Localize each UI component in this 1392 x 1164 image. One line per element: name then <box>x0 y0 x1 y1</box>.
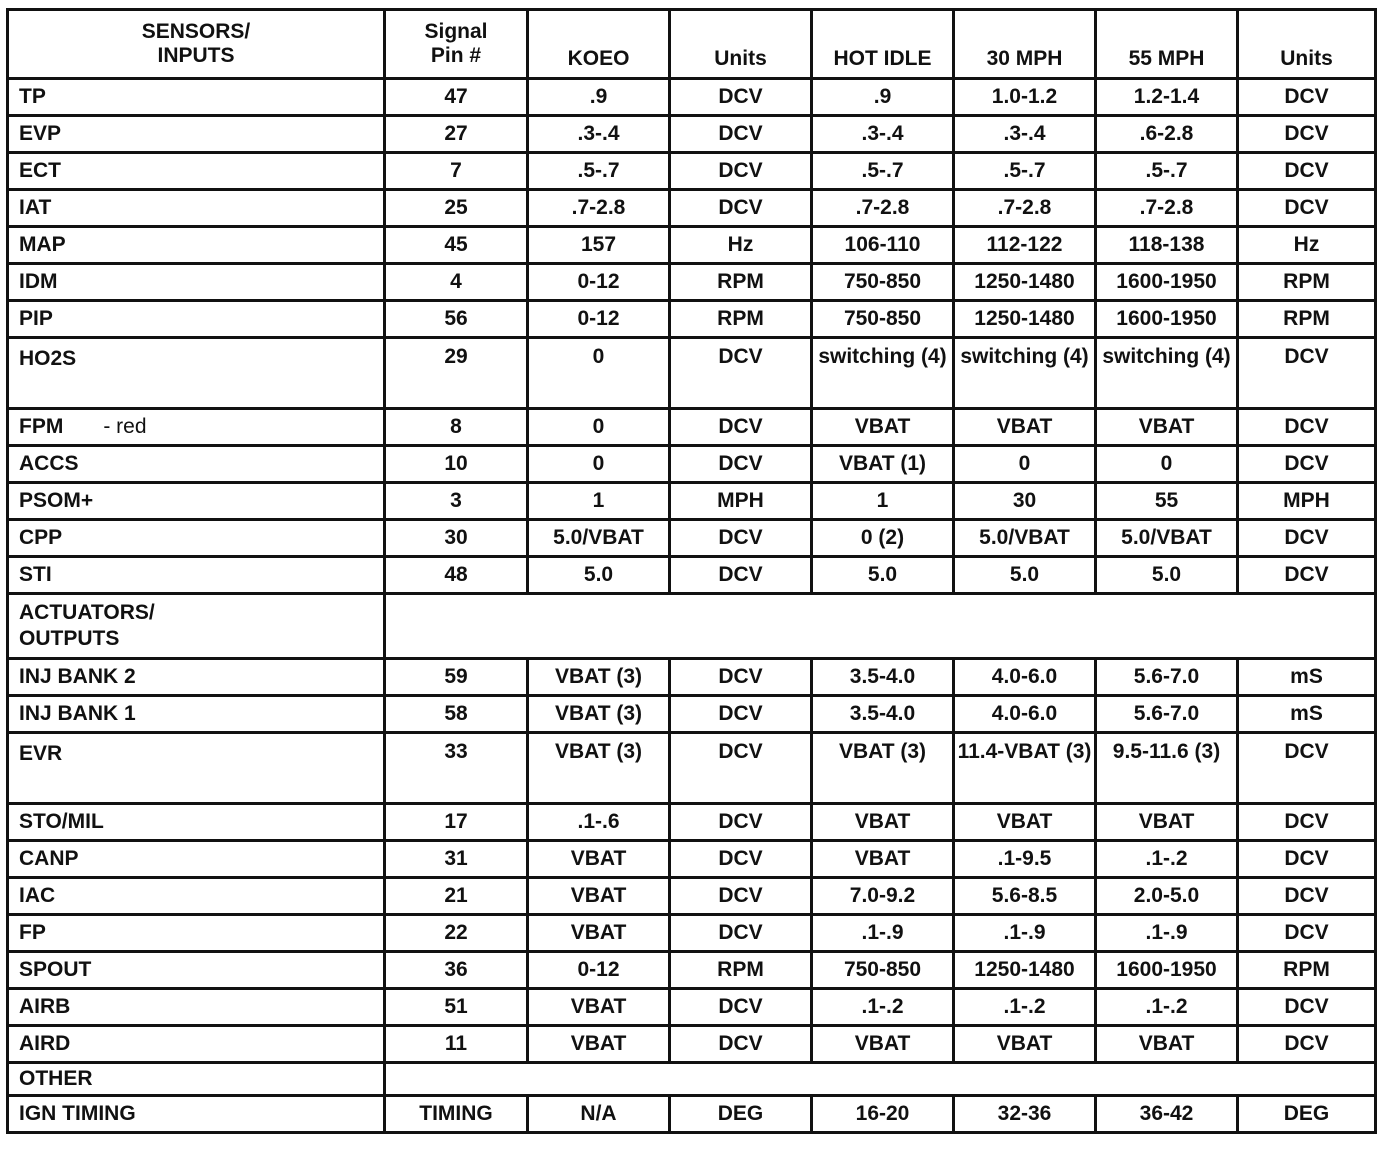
table-row <box>8 483 1376 520</box>
cell-units1: DCV <box>670 520 812 557</box>
cell-units2: DCV <box>1238 338 1376 409</box>
row-name: STI <box>19 563 52 586</box>
cell-mph30: VBAT <box>954 409 1096 446</box>
cell-koeo: 0 <box>528 338 670 409</box>
cell-koeo: VBAT <box>528 915 670 952</box>
other-header-section <box>8 1063 1376 1096</box>
row-name-suffix: - red <box>103 415 147 438</box>
actuators-header-section <box>8 594 1376 659</box>
cell-mph30: 1250-1480 <box>954 301 1096 338</box>
table-row <box>8 952 1376 989</box>
cell-mph55: 55 <box>1096 483 1238 520</box>
cell-mph30: 5.0 <box>954 557 1096 594</box>
cell-pin: 56 <box>385 301 528 338</box>
row-name-cell <box>8 952 385 989</box>
table-row <box>8 733 1376 804</box>
cell-koeo: VBAT (3) <box>528 733 670 804</box>
cell-hot-idle: 7.0-9.2 <box>812 878 954 915</box>
cell-pin: 25 <box>385 190 528 227</box>
cell-pin: 7 <box>385 153 528 190</box>
cell-units1: DCV <box>670 878 812 915</box>
cell-pin: 11 <box>385 1026 528 1063</box>
header-hot-idle: HOT IDLE <box>812 10 954 79</box>
header-inputs-line2: INPUTS <box>157 44 235 67</box>
cell-mph30: .1-9.5 <box>954 841 1096 878</box>
row-name-cell <box>8 733 385 804</box>
cell-hot-idle: VBAT (1) <box>812 446 954 483</box>
cell-hot-idle: VBAT (3) <box>812 733 954 804</box>
row-name-cell <box>8 804 385 841</box>
cell-pin: 31 <box>385 841 528 878</box>
cell-units1: MPH <box>670 483 812 520</box>
row-name-cell <box>8 557 385 594</box>
cell-mph30: 30 <box>954 483 1096 520</box>
row-name-cell <box>8 1026 385 1063</box>
cell-hot-idle: .1-.2 <box>812 989 954 1026</box>
cell-units2: DCV <box>1238 116 1376 153</box>
actuators-section <box>8 659 1376 1063</box>
pinpoint-values-table <box>6 8 1377 1134</box>
cell-units1: Hz <box>670 227 812 264</box>
row-name-cell <box>8 338 385 409</box>
cell-mph55: 9.5-11.6 (3) <box>1096 733 1238 804</box>
row-name-cell <box>8 659 385 696</box>
row-name: AIRD <box>19 1032 71 1055</box>
row-name: IAT <box>19 196 52 219</box>
table-row <box>8 696 1376 733</box>
table-row <box>8 79 1376 116</box>
cell-pin: 21 <box>385 878 528 915</box>
cell-units2: RPM <box>1238 264 1376 301</box>
cell-koeo: .1-.6 <box>528 804 670 841</box>
row-name: MAP <box>19 233 66 256</box>
table-row <box>8 659 1376 696</box>
row-name: PSOM+ <box>19 489 94 512</box>
cell-hot-idle: VBAT <box>812 841 954 878</box>
cell-mph55: 1600-1950 <box>1096 952 1238 989</box>
cell-units2: RPM <box>1238 301 1376 338</box>
cell-units2: DCV <box>1238 841 1376 878</box>
cell-mph55: 36-42 <box>1096 1096 1238 1133</box>
cell-koeo: 0-12 <box>528 301 670 338</box>
row-name-cell <box>8 190 385 227</box>
table-row <box>8 841 1376 878</box>
row-name-cell <box>8 989 385 1026</box>
row-name: FPM <box>19 415 64 438</box>
cell-koeo: 0 <box>528 446 670 483</box>
cell-mph55: .1-.9 <box>1096 915 1238 952</box>
header-row <box>8 10 1376 79</box>
cell-mph55: 118-138 <box>1096 227 1238 264</box>
cell-mph55: 1.2-1.4 <box>1096 79 1238 116</box>
cell-units1: RPM <box>670 264 812 301</box>
cell-mph55: 1600-1950 <box>1096 264 1238 301</box>
cell-hot-idle: VBAT <box>812 804 954 841</box>
cell-koeo: 1 <box>528 483 670 520</box>
cell-mph55: .5-.7 <box>1096 153 1238 190</box>
table-row <box>8 804 1376 841</box>
cell-mph55: 1600-1950 <box>1096 301 1238 338</box>
cell-units1: DCV <box>670 446 812 483</box>
cell-mph55: .1-.2 <box>1096 989 1238 1026</box>
cell-pin: 10 <box>385 446 528 483</box>
cell-hot-idle: VBAT <box>812 409 954 446</box>
cell-units1: DCV <box>670 659 812 696</box>
cell-units1: DCV <box>670 116 812 153</box>
table-row <box>8 153 1376 190</box>
table-row <box>8 338 1376 409</box>
cell-hot-idle: .9 <box>812 79 954 116</box>
cell-hot-idle: 1 <box>812 483 954 520</box>
cell-hot-idle: 3.5-4.0 <box>812 659 954 696</box>
row-name-cell <box>8 153 385 190</box>
cell-units2: MPH <box>1238 483 1376 520</box>
row-name-cell <box>8 1096 385 1133</box>
cell-koeo: 0 <box>528 409 670 446</box>
cell-mph30: .1-.2 <box>954 989 1096 1026</box>
row-name-cell <box>8 841 385 878</box>
header-units-2: Units <box>1238 10 1376 79</box>
cell-koeo: 5.0/VBAT <box>528 520 670 557</box>
cell-mph30: 32-36 <box>954 1096 1096 1133</box>
cell-units1: DCV <box>670 338 812 409</box>
cell-units1: DEG <box>670 1096 812 1133</box>
other-blank-cell <box>385 1063 1376 1096</box>
cell-pin: 27 <box>385 116 528 153</box>
row-name: ACCS <box>19 452 79 475</box>
row-name: IGN TIMING <box>19 1102 136 1125</box>
sensors-section <box>8 79 1376 594</box>
outputs-label-line2: OUTPUTS <box>19 627 120 650</box>
cell-pin: 59 <box>385 659 528 696</box>
cell-mph30: 4.0-6.0 <box>954 659 1096 696</box>
cell-pin: 8 <box>385 409 528 446</box>
cell-hot-idle: .3-.4 <box>812 116 954 153</box>
cell-hot-idle: switching (4) <box>812 338 954 409</box>
header-55-mph: 55 MPH <box>1096 10 1238 79</box>
cell-mph30: switching (4) <box>954 338 1096 409</box>
row-name: FP <box>19 921 46 944</box>
cell-units2: DCV <box>1238 446 1376 483</box>
cell-pin: 3 <box>385 483 528 520</box>
cell-units2: DCV <box>1238 733 1376 804</box>
cell-units1: DCV <box>670 190 812 227</box>
cell-mph55: .6-2.8 <box>1096 116 1238 153</box>
row-name: CANP <box>19 847 79 870</box>
cell-hot-idle: VBAT <box>812 1026 954 1063</box>
other-section <box>8 1096 1376 1133</box>
cell-koeo: VBAT <box>528 1026 670 1063</box>
row-name: CPP <box>19 526 63 549</box>
cell-units1: DCV <box>670 557 812 594</box>
cell-units2: DCV <box>1238 190 1376 227</box>
cell-koeo: VBAT <box>528 989 670 1026</box>
cell-mph30: .3-.4 <box>954 116 1096 153</box>
cell-mph55: 5.0/VBAT <box>1096 520 1238 557</box>
cell-koeo: 0-12 <box>528 952 670 989</box>
cell-mph30: VBAT <box>954 804 1096 841</box>
cell-hot-idle: 106-110 <box>812 227 954 264</box>
cell-units2: Hz <box>1238 227 1376 264</box>
cell-koeo: VBAT (3) <box>528 696 670 733</box>
row-name: EVP <box>19 122 62 145</box>
row-name-cell <box>8 520 385 557</box>
row-name: EVR <box>19 742 63 765</box>
row-name-cell <box>8 301 385 338</box>
cell-mph55: 0 <box>1096 446 1238 483</box>
cell-mph30: 1250-1480 <box>954 952 1096 989</box>
cell-mph30: 11.4-VBAT (3) <box>954 733 1096 804</box>
cell-koeo: VBAT (3) <box>528 659 670 696</box>
row-name: AIRB <box>19 995 71 1018</box>
table-row <box>8 190 1376 227</box>
cell-hot-idle: .1-.9 <box>812 915 954 952</box>
cell-pin: 30 <box>385 520 528 557</box>
cell-units2: DCV <box>1238 153 1376 190</box>
cell-pin: 4 <box>385 264 528 301</box>
cell-units1: DCV <box>670 153 812 190</box>
row-name: TP <box>19 85 46 108</box>
cell-units1: DCV <box>670 696 812 733</box>
table-row <box>8 264 1376 301</box>
cell-hot-idle: 750-850 <box>812 264 954 301</box>
cell-pin: 48 <box>385 557 528 594</box>
cell-units2: DCV <box>1238 915 1376 952</box>
cell-pin: 36 <box>385 952 528 989</box>
other-row <box>8 1063 1376 1096</box>
cell-pin: 58 <box>385 696 528 733</box>
cell-mph30: .5-.7 <box>954 153 1096 190</box>
cell-units2: mS <box>1238 696 1376 733</box>
cell-hot-idle: 16-20 <box>812 1096 954 1133</box>
cell-units2: mS <box>1238 659 1376 696</box>
cell-units2: DCV <box>1238 520 1376 557</box>
row-name-cell <box>8 409 385 446</box>
header-sensors-line1: SENSORS/ <box>141 20 251 43</box>
cell-units1: RPM <box>670 301 812 338</box>
cell-units1: DCV <box>670 733 812 804</box>
cell-pin: 47 <box>385 79 528 116</box>
cell-units2: DCV <box>1238 79 1376 116</box>
header-koeo: KOEO <box>528 10 670 79</box>
table-row <box>8 915 1376 952</box>
row-name: PIP <box>19 307 53 330</box>
row-name-cell <box>8 446 385 483</box>
row-name: IAC <box>19 884 56 907</box>
header-units-1: Units <box>670 10 812 79</box>
cell-koeo: VBAT <box>528 841 670 878</box>
cell-koeo: N/A <box>528 1096 670 1133</box>
cell-units1: DCV <box>670 409 812 446</box>
row-name-cell <box>8 116 385 153</box>
actuators-outputs-label <box>8 594 385 659</box>
table-row <box>8 1096 1376 1133</box>
cell-units1: DCV <box>670 79 812 116</box>
cell-mph30: 4.0-6.0 <box>954 696 1096 733</box>
cell-mph55: VBAT <box>1096 409 1238 446</box>
actuators-label-line1: ACTUATORS/ <box>19 601 155 624</box>
cell-mph55: .1-.2 <box>1096 841 1238 878</box>
cell-mph55: 5.0 <box>1096 557 1238 594</box>
row-name-cell <box>8 227 385 264</box>
cell-units1: DCV <box>670 989 812 1026</box>
header-30-mph: 30 MPH <box>954 10 1096 79</box>
table-row <box>8 520 1376 557</box>
cell-mph30: 5.6-8.5 <box>954 878 1096 915</box>
cell-units2: DCV <box>1238 878 1376 915</box>
cell-pin: 51 <box>385 989 528 1026</box>
cell-units1: DCV <box>670 1026 812 1063</box>
cell-mph55: 5.6-7.0 <box>1096 659 1238 696</box>
cell-hot-idle: 5.0 <box>812 557 954 594</box>
header-pin-line2: Pin # <box>430 44 482 67</box>
actuators-outputs-row <box>8 594 1376 659</box>
table-row <box>8 878 1376 915</box>
table-row <box>8 989 1376 1026</box>
row-name: INJ BANK 2 <box>19 665 136 688</box>
cell-pin: 22 <box>385 915 528 952</box>
cell-koeo: 5.0 <box>528 557 670 594</box>
table-row <box>8 116 1376 153</box>
row-name: SPOUT <box>19 958 92 981</box>
cell-hot-idle: 3.5-4.0 <box>812 696 954 733</box>
table-row <box>8 227 1376 264</box>
row-name-cell <box>8 264 385 301</box>
row-name: HO2S <box>19 347 77 370</box>
row-name-cell <box>8 878 385 915</box>
cell-hot-idle: 750-850 <box>812 952 954 989</box>
cell-koeo: .9 <box>528 79 670 116</box>
row-name: STO/MIL <box>19 810 104 833</box>
table-row <box>8 446 1376 483</box>
row-name-cell <box>8 483 385 520</box>
cell-mph30: .7-2.8 <box>954 190 1096 227</box>
cell-koeo: .5-.7 <box>528 153 670 190</box>
cell-hot-idle: 750-850 <box>812 301 954 338</box>
cell-units2: DCV <box>1238 409 1376 446</box>
cell-mph30: 5.0/VBAT <box>954 520 1096 557</box>
specification-table-wrapper <box>6 8 1377 1134</box>
table-row <box>8 557 1376 594</box>
cell-mph30: .1-.9 <box>954 915 1096 952</box>
cell-pin: TIMING <box>385 1096 528 1133</box>
row-name-cell <box>8 696 385 733</box>
cell-units1: DCV <box>670 804 812 841</box>
cell-mph30: 1250-1480 <box>954 264 1096 301</box>
cell-units2: DCV <box>1238 1026 1376 1063</box>
cell-mph30: 0 <box>954 446 1096 483</box>
header-sensors-inputs <box>8 10 385 79</box>
cell-koeo: 0-12 <box>528 264 670 301</box>
cell-units1: DCV <box>670 915 812 952</box>
cell-mph55: 2.0-5.0 <box>1096 878 1238 915</box>
cell-mph30: 1.0-1.2 <box>954 79 1096 116</box>
cell-pin: 17 <box>385 804 528 841</box>
cell-units1: DCV <box>670 841 812 878</box>
cell-mph55: 5.6-7.0 <box>1096 696 1238 733</box>
cell-units2: DCV <box>1238 557 1376 594</box>
cell-hot-idle: 0 (2) <box>812 520 954 557</box>
header-signal-line1: Signal <box>424 20 488 43</box>
cell-hot-idle: .7-2.8 <box>812 190 954 227</box>
cell-units2: RPM <box>1238 952 1376 989</box>
cell-mph55: VBAT <box>1096 1026 1238 1063</box>
actuators-blank-cell <box>385 594 1376 659</box>
cell-units2: DCV <box>1238 989 1376 1026</box>
cell-mph30: VBAT <box>954 1026 1096 1063</box>
table-row <box>8 301 1376 338</box>
cell-mph30: 112-122 <box>954 227 1096 264</box>
cell-pin: 33 <box>385 733 528 804</box>
cell-koeo: 157 <box>528 227 670 264</box>
cell-hot-idle: .5-.7 <box>812 153 954 190</box>
row-name-cell <box>8 79 385 116</box>
row-name: ECT <box>19 159 61 182</box>
row-name: IDM <box>19 270 58 293</box>
row-name-cell <box>8 915 385 952</box>
cell-units2: DEG <box>1238 1096 1376 1133</box>
cell-mph55: switching (4) <box>1096 338 1238 409</box>
cell-mph55: .7-2.8 <box>1096 190 1238 227</box>
cell-units2: DCV <box>1238 804 1376 841</box>
cell-pin: 29 <box>385 338 528 409</box>
table-row <box>8 409 1376 446</box>
cell-koeo: .7-2.8 <box>528 190 670 227</box>
cell-mph55: VBAT <box>1096 804 1238 841</box>
header-signal-pin <box>385 10 528 79</box>
cell-pin: 45 <box>385 227 528 264</box>
row-name: INJ BANK 1 <box>19 702 136 725</box>
cell-units1: RPM <box>670 952 812 989</box>
cell-koeo: VBAT <box>528 878 670 915</box>
table-row <box>8 1026 1376 1063</box>
cell-koeo: .3-.4 <box>528 116 670 153</box>
other-label: OTHER <box>8 1063 385 1096</box>
